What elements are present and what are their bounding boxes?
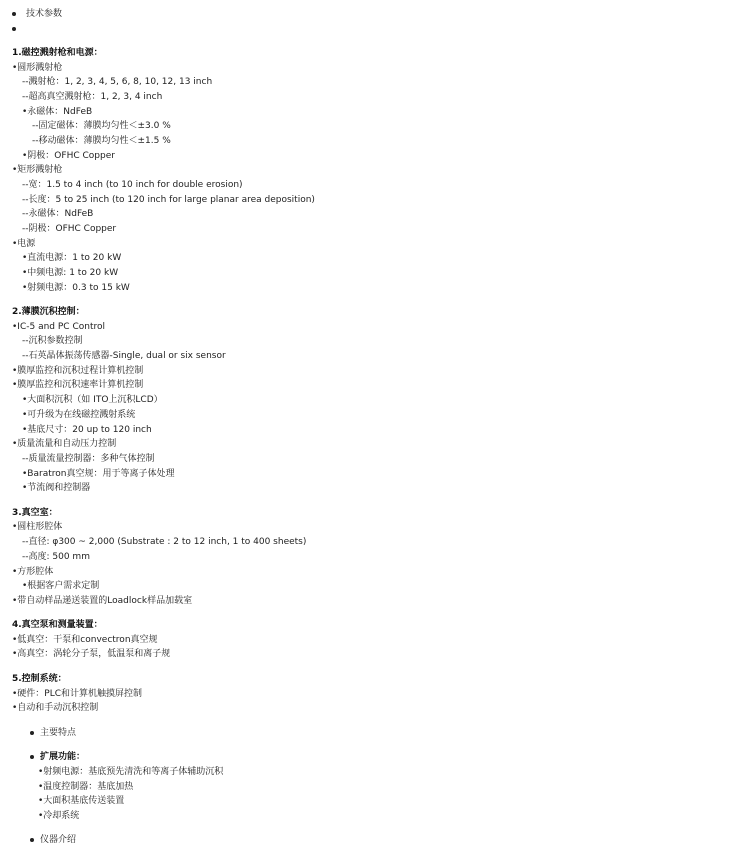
spec-line: •圆柱形腔体	[12, 522, 63, 532]
spec-line: •高真空：涡轮分子泵，低温泵和离子规	[12, 649, 171, 659]
spec-line: •硬件：PLC和计算机触摸屏控制	[12, 689, 143, 699]
section-heading: 4.真空泵和测量装置：	[12, 620, 103, 630]
bullet-dot	[12, 27, 16, 31]
spec-line: •质量流量和自动压力控制	[12, 439, 117, 449]
section-heading: 5.控制系统：	[12, 674, 67, 684]
spec-line: --溅射枪：1, 2, 3, 4, 5, 6, 8, 10, 12, 13 inch	[22, 77, 213, 87]
bullet-dot	[30, 755, 34, 759]
bullet-dot	[12, 12, 16, 16]
section-heading: 3.真空室：	[12, 508, 58, 518]
feature-line: •温度控制器：基底加热	[38, 782, 134, 792]
spec-line: •大面积沉积（如 ITO上沉积LCD）	[22, 395, 163, 405]
spec-line: •直流电源：1 to 20 kW	[22, 253, 122, 263]
spec-line: --高度: 500 mm	[22, 552, 90, 562]
spec-line: •Baratron真空规：用于等离子体处理	[22, 469, 175, 479]
spec-line: --石英晶体振荡传感器-Single, dual or six sensor	[22, 351, 226, 361]
spec-line: --宽：1.5 to 4 inch (to 10 inch for double erosion)	[22, 180, 243, 190]
spec-line: --永磁体：NdFeB	[22, 209, 94, 219]
spec-line: --移动磁体：薄膜均匀性＜±1.5 %	[32, 136, 171, 146]
list-item-extended-features: 扩展功能：	[40, 752, 86, 762]
spec-line: --固定磁体：薄膜均匀性＜±3.0 %	[32, 121, 171, 131]
bullet-dot	[30, 838, 34, 842]
spec-line: •阴极：OFHC Copper	[22, 151, 115, 161]
spec-line: --沉积参数控制	[22, 336, 83, 346]
spec-line: •基底尺寸：20 up to 120 inch	[22, 425, 152, 435]
spec-line: --阴极：OFHC Copper	[22, 224, 117, 234]
spec-line: •低真空：干泵和convectron真空规	[12, 635, 158, 645]
spec-line: •中频电源: 1 to 20 kW	[22, 268, 119, 278]
feature-line: •冷却系统	[38, 811, 80, 821]
spec-line: •射频电源：0.3 to 15 kW	[22, 283, 130, 293]
section-heading: 1.磁控溅射枪和电源：	[12, 48, 103, 58]
spec-line: •可升级为在线磁控溅射系统	[22, 410, 136, 420]
spec-line: •IC-5 and PC Control	[12, 322, 105, 332]
list-item-main-features: 主要特点	[40, 728, 77, 738]
spec-line: --长度：5 to 25 inch (to 120 inch for large planar area deposition)	[22, 195, 315, 205]
spec-line: •膜厚监控和沉积过程计算机控制	[12, 366, 144, 376]
spec-line: •矩形溅射枪	[12, 165, 63, 175]
spec-line: •膜厚监控和沉积速率计算机控制	[12, 380, 144, 390]
spec-line: •圆形溅射枪	[12, 63, 63, 73]
spec-line: --质量流量控制器：多种气体控制	[22, 454, 155, 464]
spec-line: •节流阀和控制器	[22, 483, 91, 493]
feature-line: •大面积基底传送装置	[38, 796, 125, 806]
list-item-instrument-intro: 仪器介绍	[40, 835, 77, 845]
list-item-tech-params: 技术参数	[26, 9, 63, 19]
feature-line: •射频电源：基底预先清洗和等离子体辅助沉积	[38, 767, 224, 777]
spec-line: •电源	[12, 239, 36, 249]
spec-line: •自动和手动沉积控制	[12, 703, 99, 713]
spec-line: •根据客户需求定制	[22, 581, 100, 591]
section-heading: 2.薄膜沉积控制：	[12, 307, 85, 317]
bullet-dot	[30, 731, 34, 735]
spec-line: •永磁体：NdFeB	[22, 107, 93, 117]
spec-line: --超高真空溅射枪：1, 2, 3, 4 inch	[22, 92, 163, 102]
spec-line: •方形腔体	[12, 567, 54, 577]
spec-line: --直径: φ300 ~ 2,000 (Substrate : 2 to 12 inch, 1 to 400 sheets)	[22, 537, 307, 547]
spec-line: •带自动样品递送装置的Loadlock样品加载室	[12, 596, 193, 606]
